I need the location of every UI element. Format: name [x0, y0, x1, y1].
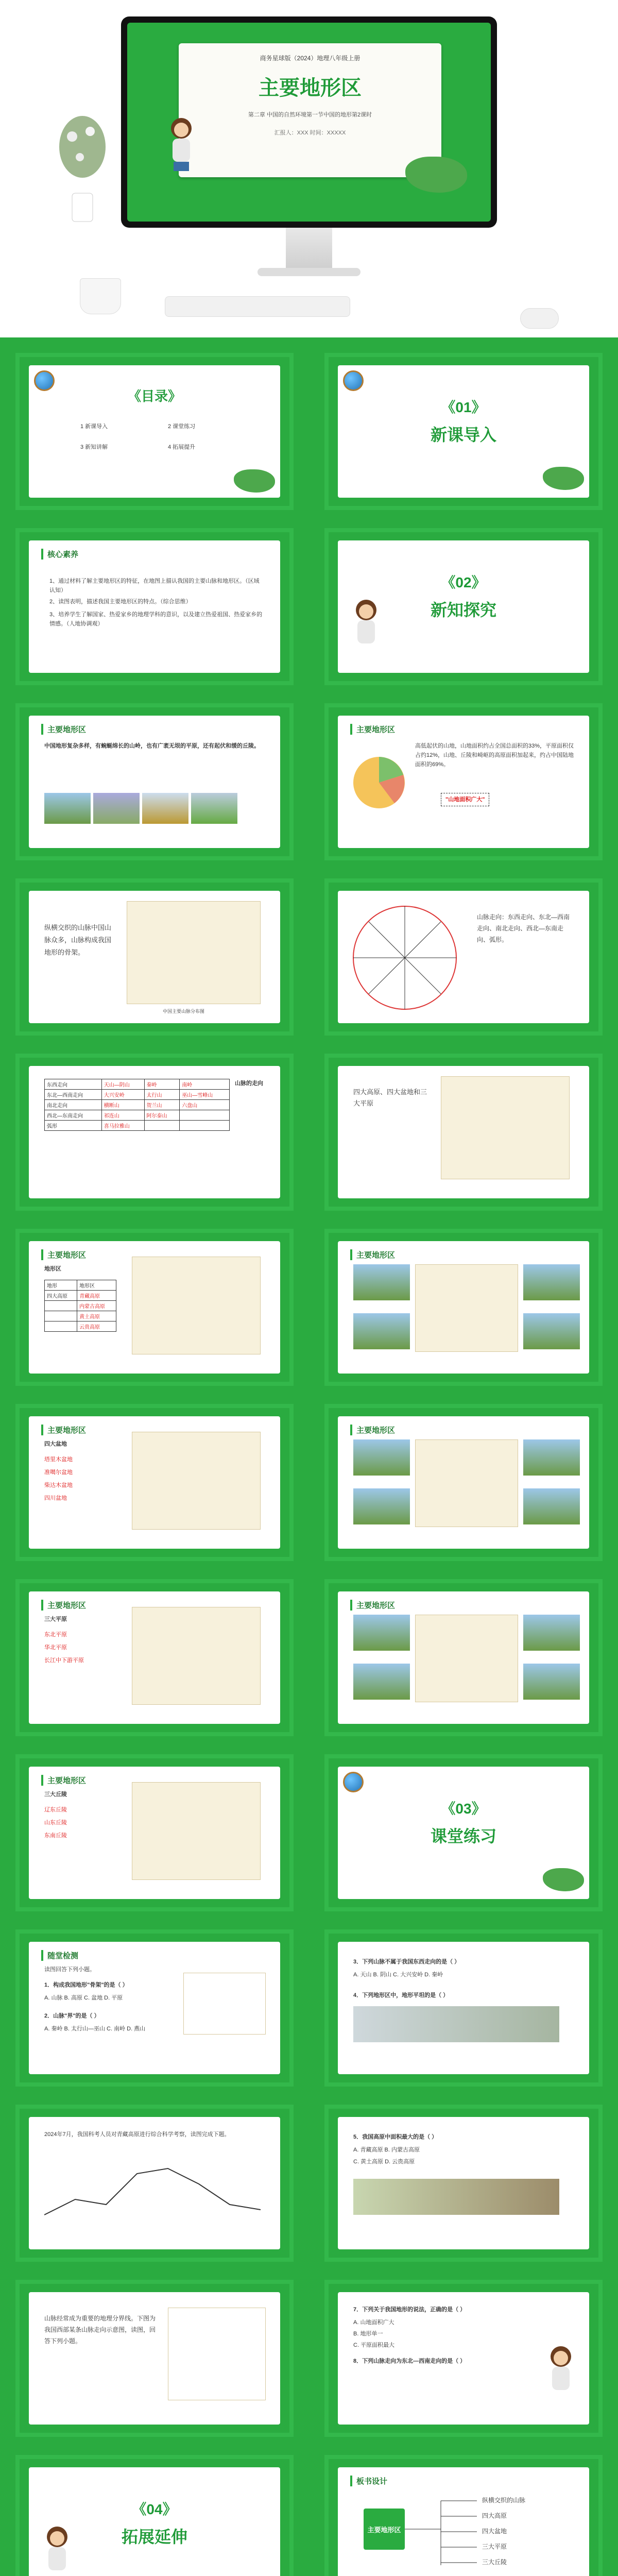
- slide-heading: 主要地形区: [350, 1249, 395, 1260]
- quiz-line: 读图回答下列小题。: [44, 1967, 95, 1973]
- mouse: [520, 308, 559, 329]
- slide-mountain-area[interactable]: [324, 703, 603, 860]
- plain-map: [132, 1607, 261, 1705]
- table-cell: 天山—阴山: [101, 1079, 144, 1090]
- globe-icon: [343, 370, 364, 391]
- landscape-photo: [93, 793, 140, 824]
- section-number: 《02》: [441, 574, 486, 590]
- board-item: 纵横交织的山脉: [482, 2497, 526, 2504]
- bracket-lines: [405, 2498, 482, 2570]
- slide-plain-photos[interactable]: [324, 1579, 603, 1736]
- board-item: 四大盆地: [482, 2528, 507, 2535]
- slide-heading: 主要地形区: [350, 1425, 395, 1435]
- slide-section-04[interactable]: [15, 2455, 294, 2576]
- slide-direction-table[interactable]: [15, 1054, 294, 1211]
- landscape-photo: [523, 1313, 580, 1349]
- cover-title: 主要地形区: [259, 77, 362, 99]
- slide-core-literacy[interactable]: [15, 528, 294, 685]
- china-map-decoration: [543, 1868, 584, 1891]
- area-text: 高低起伏的山地，山地面积约占全国总面积的33%，平原面积仅占约12%，山地、丘陵和崎岖的高原面积加起来，约占中国陆地面积的69%。: [415, 743, 574, 768]
- slide-heading: 板书设计: [350, 2476, 387, 2486]
- slide-basin-photos[interactable]: [324, 1404, 603, 1561]
- slide-plateaus-intro[interactable]: [324, 1054, 603, 1211]
- table-cell: 太行山: [144, 1090, 180, 1100]
- quiz-line: 山脉经常成为重要的地理分界线。下图为我国西部某条山脉走向示意图，读图，回答下列小题。: [44, 2315, 156, 2345]
- slide-subheading: 地形区: [44, 1266, 61, 1272]
- table-cell: 横断山: [101, 1100, 144, 1110]
- quiz-line: 8．下列山脉走向为东北—西南走向的是（ ）: [353, 2358, 466, 2364]
- slide-plains[interactable]: [15, 1579, 294, 1736]
- mountain-map: [127, 901, 261, 1004]
- slide-subheading: 四大盆地: [44, 1441, 67, 1447]
- slide-heading: 主要地形区: [41, 1425, 86, 1435]
- pie-chart: [348, 752, 410, 814]
- landscape-photo: [523, 1488, 580, 1524]
- toc-title: 《目录》: [127, 388, 181, 404]
- plateau-text: 四大高原、四大盆地和三大平原: [353, 1088, 427, 1107]
- slide-grid: [0, 337, 618, 2576]
- table-cell: 贺兰山: [144, 1100, 180, 1110]
- slide-plateau-photos[interactable]: [324, 1229, 603, 1386]
- mountain-text: 纵横交织的山脉中国山脉众多，山脉构成我国地形的骨架。: [44, 924, 112, 956]
- cover-author: 汇报人：XXX 时间：XXXXX: [274, 130, 346, 136]
- table-cell: 六盘山: [180, 1100, 230, 1110]
- china-map-decoration: [234, 469, 275, 493]
- terrain-profile: [44, 2153, 261, 2225]
- quiz-line: 3．下列山脉不属于我国东西走向的是（ ）: [353, 1959, 460, 1965]
- table-cell: 黄土高原: [77, 1311, 116, 1321]
- slide-hills[interactable]: [15, 1754, 294, 1911]
- slide-quiz-6[interactable]: [324, 2280, 603, 2437]
- table-cell: 南岭: [180, 1079, 230, 1090]
- answer-item: 山东丘陵: [44, 1820, 67, 1826]
- mug: [80, 278, 121, 314]
- slide-basins[interactable]: [15, 1404, 294, 1561]
- slide-quiz-2[interactable]: [324, 1929, 603, 2087]
- landform-map: [415, 1439, 518, 1527]
- quiz-line: A. 山地面积广大: [353, 2319, 394, 2326]
- landscape-photo: [353, 1664, 410, 1700]
- answer-item: 长江中下游平原: [44, 1657, 84, 1664]
- quiz-photos: [353, 2179, 559, 2215]
- table-title: 山脉的走向: [235, 1080, 263, 1087]
- slide-heading: 主要地形区: [350, 1600, 395, 1611]
- slide-landform-intro[interactable]: [15, 703, 294, 860]
- cover-paper: [179, 43, 441, 177]
- slide-heading: 随堂检测: [41, 1950, 78, 1961]
- quiz-line: C. 平原面积最大: [353, 2342, 395, 2348]
- hill-map: [132, 1782, 261, 1880]
- keyboard: [165, 296, 350, 317]
- section-title: 拓展延伸: [121, 2528, 187, 2546]
- table-cell: 东北—西南走向: [45, 1090, 102, 1100]
- landscape-photo: [523, 1439, 580, 1476]
- basin-map: [132, 1432, 261, 1530]
- table-cell: 巫山—雪峰山: [180, 1090, 230, 1100]
- board-center: 主要地形区: [364, 2509, 405, 2550]
- answer-item: 准噶尔盆地: [44, 1469, 73, 1476]
- callout-box: "山地面积广大": [441, 793, 489, 806]
- section-number: 《01》: [441, 399, 486, 415]
- quiz-line: C. 黄土高原 D. 云贵高原: [353, 2159, 415, 2165]
- plateau-map: [132, 1257, 261, 1354]
- landform-map: [415, 1264, 518, 1352]
- table-cell: 四大高原: [45, 1291, 77, 1301]
- literacy-line: 2、读图表明，描述我国主要地形区的特点。（综合思维）: [49, 599, 192, 605]
- landscape-photo: [523, 1664, 580, 1700]
- table-cell: 阿尔泰山: [144, 1110, 180, 1121]
- slide-mountains-map[interactable]: [15, 878, 294, 1036]
- globe-icon: [343, 1772, 364, 1792]
- quiz-line: B. 地形单一: [353, 2331, 383, 2337]
- direction-table: [44, 1079, 230, 1131]
- cover-subtitle: 第二章 中国的自然环境第一节中国的地形第2课时: [248, 112, 372, 118]
- slide-quiz-5[interactable]: [15, 2280, 294, 2437]
- landscape-photo: [353, 1488, 410, 1524]
- table-cell: 大兴安岭: [101, 1090, 144, 1100]
- map-caption: 中国主要山脉分布图: [163, 1009, 205, 1014]
- answer-item: 辽东丘陵: [44, 1807, 67, 1813]
- slide-board-design[interactable]: [324, 2455, 603, 2576]
- section-title: 课堂练习: [430, 1827, 496, 1845]
- landscape-photo: [523, 1264, 580, 1300]
- quiz-line: 1．构成我国地形"骨架"的是（ ）: [44, 1982, 128, 1988]
- landscape-photo: [191, 793, 237, 824]
- slide-subheading: 三大平原: [44, 1616, 67, 1622]
- toc-item[interactable]: 3 新知讲解: [80, 444, 108, 450]
- table-cell: 内蒙古高原: [77, 1301, 116, 1311]
- table-cell: 地形: [45, 1280, 77, 1291]
- slide-quiz-4[interactable]: [324, 2105, 603, 2262]
- quiz-photos: [353, 2006, 559, 2042]
- section-number: 《04》: [132, 2501, 177, 2517]
- answer-item: 东南丘陵: [44, 1833, 67, 1839]
- landscape-photo: [353, 1264, 410, 1300]
- table-cell: [144, 1121, 180, 1131]
- table-cell: 地形区: [77, 1280, 116, 1291]
- landscape-photo: [523, 1615, 580, 1651]
- plant-decoration: [52, 116, 113, 224]
- answer-item: 华北平原: [44, 1645, 67, 1651]
- answer-item: 东北平原: [44, 1632, 67, 1638]
- slide-heading: 主要地形区: [41, 1775, 86, 1786]
- slide-section-03[interactable]: [324, 1754, 603, 1911]
- toc-item[interactable]: 1 新课导入: [80, 423, 108, 430]
- landform-map: [441, 1076, 570, 1179]
- intro-text: 中国地形复杂多样，有蜿蜒绵长的山岭，也有广袤无垠的平原，还有起伏和缓的丘陵。: [44, 743, 260, 749]
- table-cell: 青藏高原: [77, 1291, 116, 1301]
- literacy-line: 1、通过材料了解主要地形区的特征，在地图上描认我国的主要山脉和地形区。（区域认知）: [49, 578, 260, 594]
- table-cell: 秦岭: [144, 1079, 180, 1090]
- table-cell: [180, 1121, 230, 1131]
- table-cell: [180, 1110, 230, 1121]
- slide-heading: 主要地形区: [350, 724, 395, 735]
- board-item: 四大高原: [482, 2512, 507, 2519]
- answer-item: 柴达木盆地: [44, 1482, 73, 1488]
- landscape-photo: [353, 1439, 410, 1476]
- table-cell: 喜马拉雅山: [101, 1121, 144, 1131]
- answer-item: 四川盆地: [44, 1495, 67, 1501]
- table-cell: 西北—东南走向: [45, 1110, 102, 1121]
- landscape-photo: [353, 1615, 410, 1651]
- landform-map: [415, 1615, 518, 1702]
- slide-subheading: 三大丘陵: [44, 1791, 67, 1798]
- slide-quiz-1[interactable]: [15, 1929, 294, 2087]
- slide-heading: 核心素养: [41, 549, 78, 560]
- quiz-line: 2024年7月，我国科考人员对青藏高原进行综合科学考察，读图完成下题。: [44, 2131, 230, 2138]
- slide-heading: 主要地形区: [41, 1600, 86, 1611]
- hero-mockup: [0, 0, 618, 337]
- quiz-map: [168, 2308, 266, 2400]
- quiz-map: [183, 1973, 266, 2035]
- slide-section-02[interactable]: [324, 528, 603, 685]
- slide-mountain-direction[interactable]: [324, 878, 603, 1036]
- plateau-table: [44, 1280, 116, 1332]
- board-item: 三大平原: [482, 2543, 507, 2550]
- slide-heading: 主要地形区: [41, 724, 86, 735]
- landscape-photo: [353, 1313, 410, 1349]
- quiz-line: A. 秦岭 B. 太行山—巫山 C. 南岭 D. 燕山: [44, 2026, 146, 2032]
- china-map-decoration: [405, 157, 467, 193]
- quiz-line: 4．下列地形区中，地形平坦的是（ ）: [353, 1992, 449, 1998]
- monitor-stand: [286, 228, 332, 269]
- table-cell: 云贵高原: [77, 1321, 116, 1332]
- quiz-line: A. 青藏高原 B. 内蒙古高原: [353, 2147, 420, 2153]
- section-number: 《03》: [441, 1801, 486, 1817]
- cover-top: 商务星球版（2024）地理八年级上册: [260, 55, 360, 62]
- girl-illustration: [543, 2344, 579, 2400]
- toc-item[interactable]: 2 课堂练习: [168, 423, 196, 430]
- table-cell: 南北走向: [45, 1100, 102, 1110]
- slide-quiz-3[interactable]: [15, 2105, 294, 2262]
- slide-plateaus[interactable]: [15, 1229, 294, 1386]
- direction-diagram: [348, 901, 461, 1014]
- monitor-frame: [121, 16, 497, 228]
- quiz-line: 2．山脉"界"的是（ ）: [44, 2013, 100, 2019]
- answer-item: 塔里木盆地: [44, 1456, 73, 1463]
- girl-illustration: [163, 115, 199, 172]
- quiz-line: 5．我国高原中面积最大的是（ ）: [353, 2134, 438, 2140]
- quiz-line: A. 天山 B. 阴山 C. 大兴安岭 D. 秦岭: [353, 1972, 443, 1978]
- landscape-photo: [142, 793, 188, 824]
- slide-toc[interactable]: [15, 353, 294, 510]
- landscape-photo: [44, 793, 91, 824]
- section-title: 新知探究: [430, 601, 496, 619]
- toc-item[interactable]: 4 拓展提升: [168, 444, 196, 450]
- direction-text: 山脉走向：东西走向、东北—西南走向、南北走向、西北—东南走向、弧形。: [477, 913, 570, 943]
- china-map-decoration: [543, 467, 584, 490]
- quiz-line: 7．下列关于我国地形的说法，正确的是（ ）: [353, 2307, 466, 2313]
- board-item: 三大丘陵: [482, 2558, 507, 2566]
- section-title: 新课导入: [430, 426, 496, 444]
- slide-section-01[interactable]: [324, 353, 603, 510]
- monitor-base: [258, 268, 360, 276]
- literacy-line: 3、培养学生了解国家、热爱家乡的地理学科的意识，以及建立热爱祖国、热爱家乡的情感。（人地协调观）: [49, 612, 263, 627]
- slide-heading: 主要地形区: [41, 1249, 86, 1260]
- table-cell: 弧形: [45, 1121, 102, 1131]
- table-cell: 东西走向: [45, 1079, 102, 1090]
- quiz-line: A. 山脉 B. 高原 C. 盆地 D. 平原: [44, 1995, 123, 2001]
- table-cell: 祁连山: [101, 1110, 144, 1121]
